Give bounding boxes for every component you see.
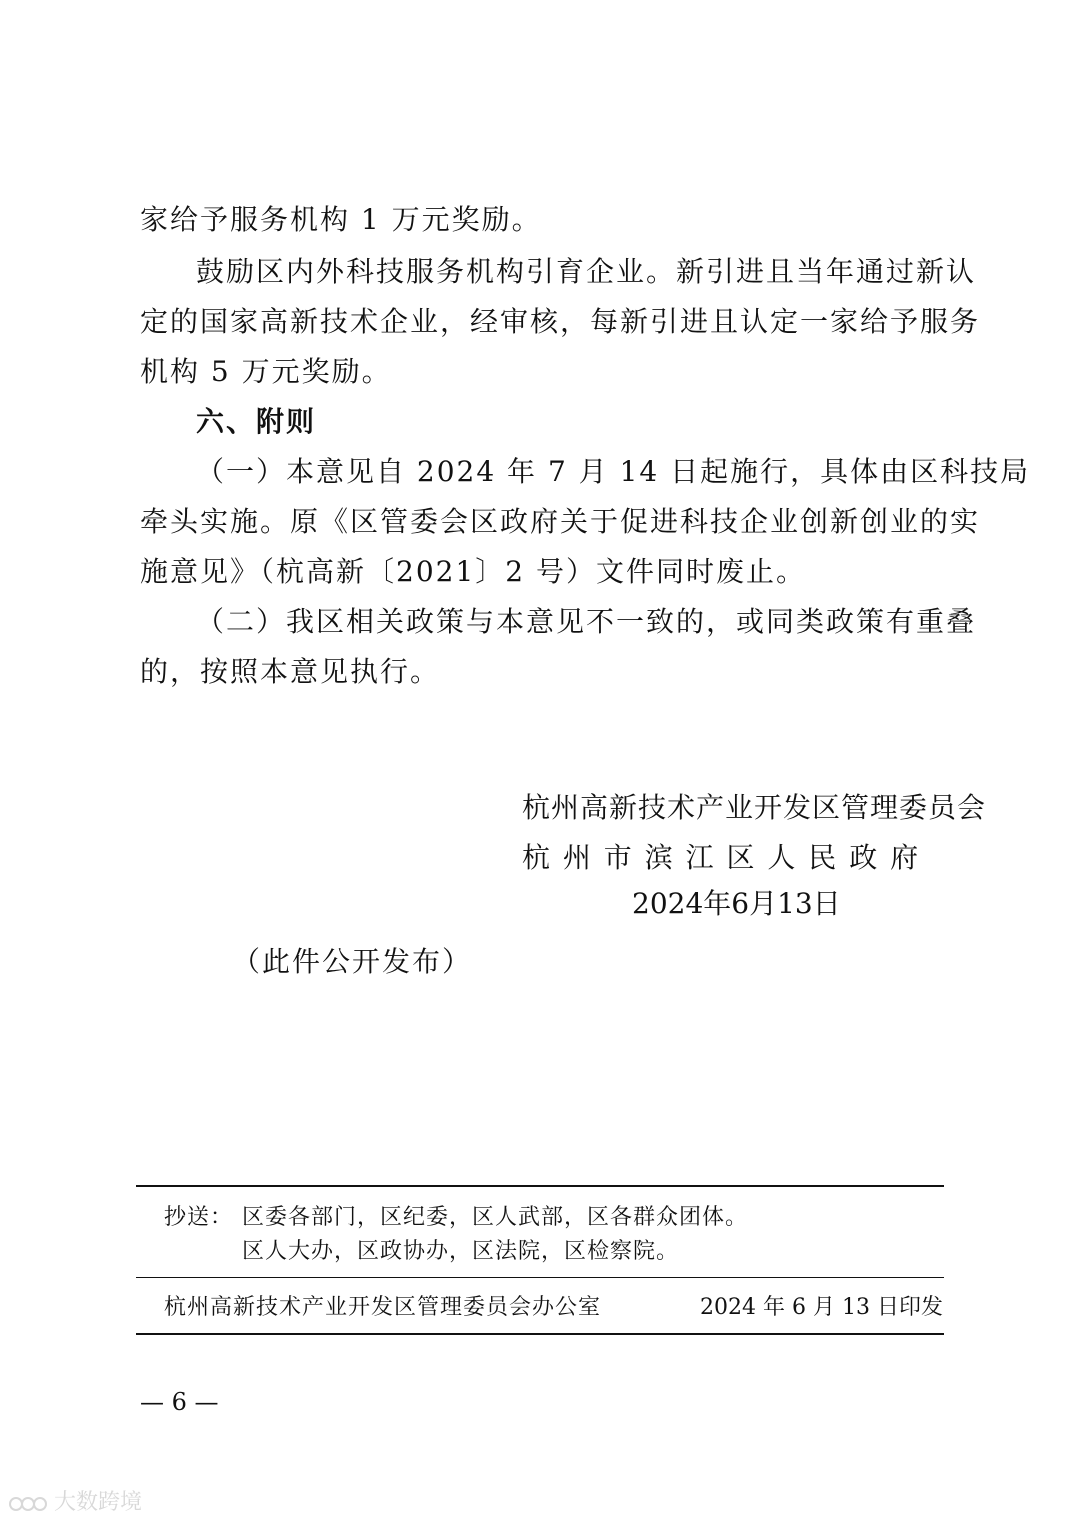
- page-number: — 6 —: [140, 1388, 219, 1416]
- footer-top-rule: [136, 1185, 944, 1187]
- section-heading: 六、附则: [196, 405, 317, 438]
- body-line: 的，按照本意见执行。: [140, 655, 441, 688]
- cc-recipients: 区委各部门，区纪委，区人武部，区各群众团体。: [242, 1205, 749, 1230]
- body-line: 牵头实施。原《区管委会区政府关于促进科技企业创新创业的实: [140, 505, 981, 538]
- signature-date: 2024年6月13日: [632, 887, 841, 920]
- body-line: 家给予服务机构 1 万元奖励。: [140, 203, 542, 236]
- watermark: [8, 1488, 142, 1518]
- watermark-logo-icon: [8, 1492, 48, 1514]
- body-line: 机构 5 万元奖励。: [140, 355, 392, 388]
- body-line: （二）我区相关政策与本意见不一致的，或同类政策有重叠: [196, 605, 977, 638]
- print-date: 2024 年 6 月 13 日印发: [700, 1295, 943, 1320]
- issuer-name: 杭州高新技术产业开发区管理委员会: [522, 791, 987, 824]
- printer-name: 杭州高新技术产业开发区管理委员会办公室: [164, 1295, 602, 1320]
- body-line: 定的国家高新技术企业，经审核，每新引进且认定一家给予服务: [140, 305, 981, 338]
- footer-bottom-rule: [136, 1333, 944, 1335]
- cc-recipients: 区人大办，区政协办，区法院，区检察院。: [242, 1239, 680, 1264]
- watermark-text: 大数跨境: [54, 1490, 143, 1515]
- body-line: （一）本意见自 2024 年 7 月 14 日起施行，具体由区科技局: [196, 455, 1031, 488]
- cc-label: 抄送：: [164, 1205, 234, 1230]
- body-line: 鼓励区内外科技服务机构引育企业。新引进且当年通过新认: [196, 255, 977, 288]
- issuer-name: 杭 州 市 滨 江 区 人 民 政 府: [522, 841, 921, 874]
- body-line: 施意见》（杭高新〔2021〕2 号）文件同时废止。: [140, 555, 806, 588]
- footer-middle-rule: [136, 1277, 944, 1278]
- disclosure-note: （此件公开发布）: [232, 945, 473, 978]
